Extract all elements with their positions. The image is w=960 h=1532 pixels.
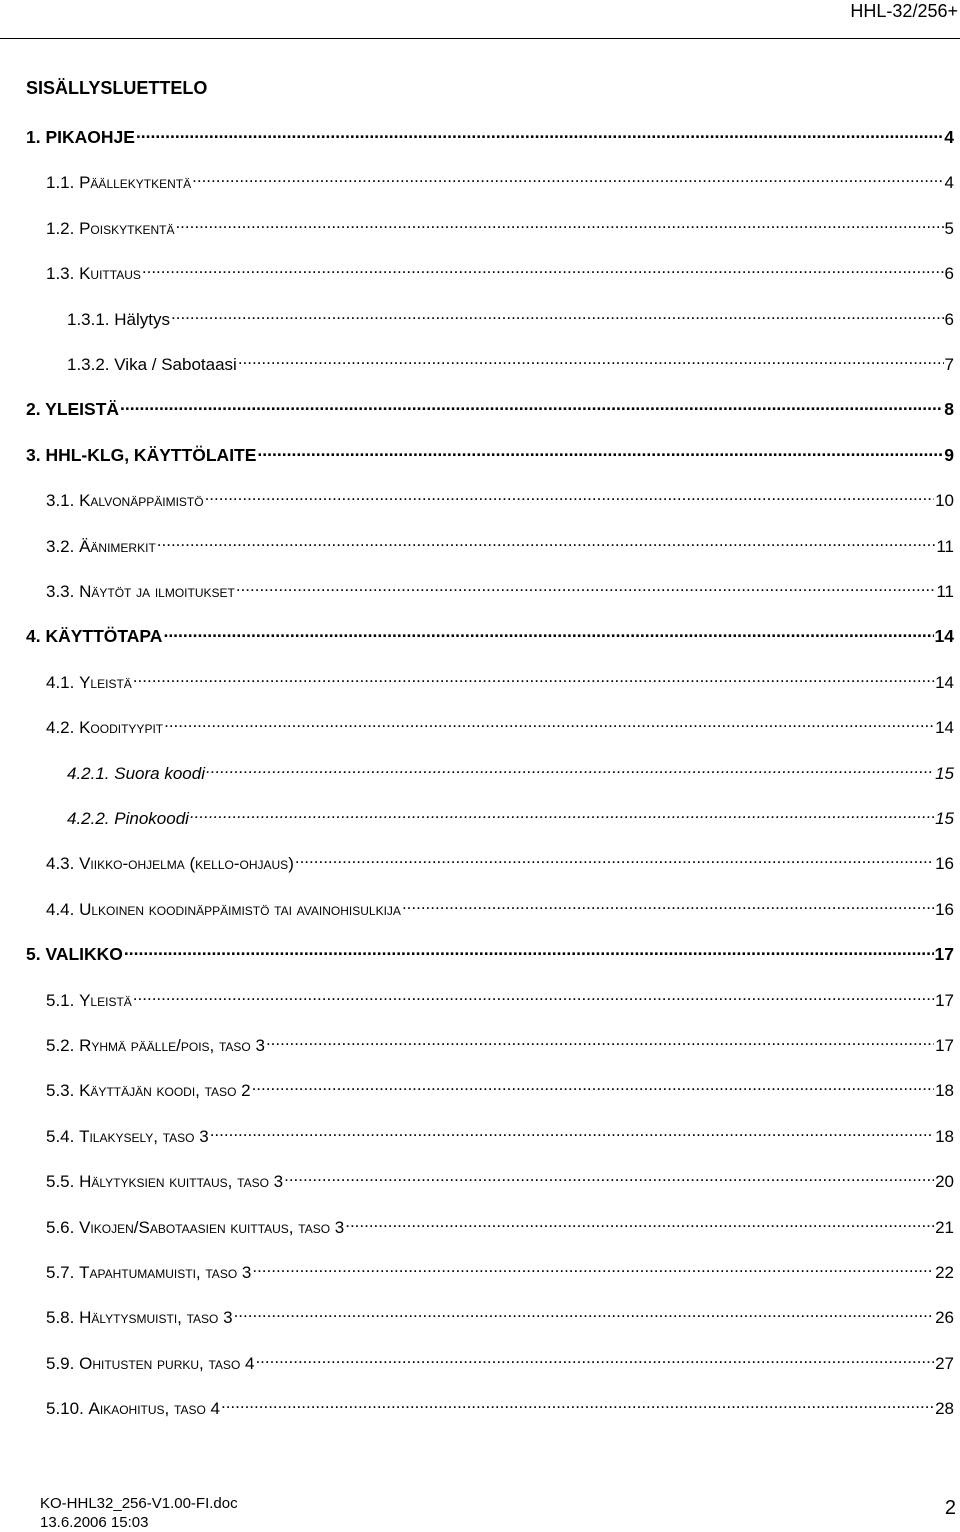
toc-entry-label	[26, 625, 162, 647]
toc-entry-label	[26, 126, 135, 148]
toc-entry-page: 14	[935, 718, 954, 738]
toc-entry-label	[46, 1217, 344, 1239]
toc-dot-leader	[266, 1029, 934, 1051]
toc-entry-label	[46, 990, 132, 1012]
toc-entry[interactable]	[46, 1029, 954, 1055]
toc-entry[interactable]	[46, 1074, 954, 1101]
toc-entry-text: Ohitusten purku, taso 4	[79, 1353, 255, 1373]
toc-entry-text: Aikaohitus, taso 4	[88, 1399, 220, 1419]
toc-entry-text: Kuittaus	[79, 264, 141, 284]
toc-entry-label	[46, 672, 132, 694]
toc-entry[interactable]	[46, 847, 954, 874]
toc-entry-text: HHL-KLG, KÄYTTÖLAITE	[45, 444, 257, 465]
toc-entry-page: 10	[935, 491, 954, 511]
toc-entry-number: 1.3.2.	[67, 355, 115, 374]
toc-dot-leader	[142, 257, 944, 279]
toc-dot-leader	[206, 757, 934, 779]
toc-entry-text: Kalvonäppäimistö	[79, 491, 204, 511]
toc-entry-number: 5.6.	[46, 1217, 80, 1237]
toc-entry-number: 4.2.	[46, 718, 80, 738]
toc-entry-page: 18	[935, 1126, 954, 1146]
toc-entry-label	[46, 1035, 265, 1057]
footer-page-number: 2	[944, 1497, 956, 1519]
toc-dot-leader	[120, 393, 943, 415]
toc-entry[interactable]	[46, 893, 954, 919]
toc-entry-page: 11	[936, 536, 954, 556]
toc-dot-leader	[252, 1074, 935, 1096]
toc-entry[interactable]	[67, 802, 954, 828]
toc-entry-label	[46, 1080, 251, 1102]
toc-dot-leader	[210, 1120, 934, 1142]
toc-entry-page: 14	[935, 672, 954, 692]
toc-entry-label	[26, 943, 123, 965]
toc-entry-label	[46, 1398, 220, 1420]
toc-entry-label	[46, 1307, 233, 1329]
toc-entry[interactable]	[67, 757, 954, 783]
toc-entry[interactable]	[46, 484, 954, 511]
toc-entry-page: 17	[934, 944, 954, 965]
toc-entry-label	[46, 581, 235, 603]
toc-entry-page: 6	[944, 264, 954, 284]
toc-entry-text: Vikojen/Sabotaasien kuittaus, taso 3	[79, 1217, 345, 1237]
toc-entry-text: Päällekytkentä	[79, 173, 192, 193]
toc-dot-leader	[402, 893, 934, 915]
toc-entry-number: 3.3.	[46, 582, 80, 601]
toc-entry-page: 6	[944, 309, 954, 329]
toc-entry-number: 1.3.1.	[67, 309, 115, 329]
toc-entry-page: 22	[935, 1263, 954, 1282]
toc-dot-leader	[234, 1301, 935, 1323]
toc-entry-text: Hälytys	[114, 309, 170, 329]
toc-entry-text: Yleistä	[79, 672, 132, 692]
toc-entry-text: Suora koodi	[114, 763, 205, 783]
toc-entry-text: KÄYTTÖTAPA	[45, 626, 163, 647]
toc-entry-number: 5.1.	[46, 990, 80, 1010]
toc-entry[interactable]	[46, 166, 954, 193]
toc-entry-text: Viikko-ohjelma (kello-ohjaus)	[79, 854, 294, 874]
toc-dot-leader	[190, 802, 934, 824]
toc-entry-label	[46, 899, 401, 921]
toc-entry-text: Äänimerkit	[79, 536, 156, 556]
toc-entry[interactable]	[46, 1347, 954, 1373]
toc-dot-leader	[124, 938, 934, 960]
toc-entry[interactable]	[46, 575, 954, 601]
toc-dot-leader	[205, 484, 935, 506]
toc-entry-label	[46, 1262, 251, 1284]
toc-dot-leader	[236, 575, 936, 597]
toc-dot-leader	[255, 1347, 934, 1369]
toc-dot-leader	[252, 1256, 934, 1278]
toc-entry-number: 1.3.	[46, 264, 80, 284]
toc-entry-text: PIKAOHJE	[45, 127, 135, 147]
toc-entry[interactable]	[46, 1301, 954, 1328]
toc-entry[interactable]	[67, 348, 954, 374]
toc-entry-page: 16	[935, 899, 954, 919]
toc-entry-page: 26	[935, 1308, 954, 1328]
toc-dot-leader	[164, 711, 934, 733]
toc-entry[interactable]	[46, 212, 954, 238]
toc-dot-leader	[238, 348, 944, 370]
toc-entry-text: Koodityypit	[79, 718, 164, 738]
toc-entry-label	[67, 808, 189, 830]
toc-entry-page: 15	[935, 763, 954, 783]
toc-entry-number: 4.1.	[46, 672, 80, 692]
toc-entry-text: Yleistä	[79, 990, 132, 1010]
toc-entry-page: 28	[935, 1399, 954, 1419]
toc-entry-page: 14	[934, 626, 954, 647]
toc-entry-label	[46, 172, 191, 194]
toc-entry-label	[46, 1353, 254, 1375]
toc-entry-number: 3.	[26, 444, 46, 465]
toc-entry-label	[46, 853, 294, 875]
toc-dot-leader	[257, 439, 943, 461]
toc-entry-number: 5.7.	[46, 1263, 80, 1282]
toc-entry-page: 4	[944, 173, 954, 193]
toc-entry-page: 9	[944, 444, 954, 465]
toc-entry[interactable]	[46, 666, 954, 692]
toc-entry-number: 1.	[26, 127, 46, 147]
toc-entry[interactable]	[26, 121, 954, 147]
toc-dot-leader	[295, 847, 934, 869]
toc-entry[interactable]	[46, 1392, 954, 1419]
toc-dot-leader	[133, 666, 934, 688]
toc-entry-label	[46, 717, 163, 739]
toc-entry-label	[46, 218, 174, 240]
toc-entry-label	[46, 536, 156, 558]
toc-entry-number: 5.	[26, 944, 46, 965]
toc-entry-text: Käyttäjän koodi, taso 2	[79, 1081, 251, 1101]
toc-entry-number: 4.	[26, 626, 46, 647]
toc-dot-leader	[157, 530, 936, 552]
toc-entry[interactable]	[26, 393, 954, 420]
toc-entry[interactable]	[26, 938, 954, 965]
toc-entry-label	[26, 398, 119, 420]
toc-entry-number: 5.8.	[46, 1308, 80, 1328]
toc-entry-number: 2.	[26, 399, 46, 420]
toc-dot-leader	[284, 1165, 934, 1187]
toc-entry-number: 4.2.2.	[67, 809, 115, 828]
toc-entry-number: 5.4.	[46, 1126, 80, 1146]
toc-entry[interactable]	[46, 1165, 954, 1192]
footer-filename: KO-HHL32_256-V1.00-FI.doc	[40, 1495, 238, 1512]
toc-entry-label	[67, 354, 237, 376]
toc-entry-label	[26, 444, 256, 466]
toc-entry[interactable]	[46, 984, 954, 1010]
toc-entry-page: 21	[935, 1217, 954, 1237]
toc-entry-label	[67, 763, 205, 785]
toc-entry-text: Ulkoinen koodinäppäimistö tai avainohisulkija	[79, 899, 401, 919]
toc-entry[interactable]	[46, 530, 954, 556]
toc-entry-page: 20	[935, 1172, 954, 1192]
toc-entry[interactable]	[26, 439, 954, 465]
toc-entry-number: 4.4.	[46, 899, 80, 919]
toc-entry-text: Ryhmä päälle/pois, taso 3	[79, 1036, 265, 1055]
toc-dot-leader	[133, 984, 934, 1006]
toc-entry-number: 5.10.	[46, 1399, 89, 1419]
toc-entry-number: 3.1.	[46, 491, 80, 511]
toc-entry-text: Hälytysmuisti, taso 3	[79, 1308, 233, 1328]
toc-entry-number: 1.1.	[46, 173, 80, 193]
footer-datetime: 13.6.2006 15:03	[40, 1514, 149, 1531]
toc-entry-text: Pinokoodi	[114, 809, 189, 828]
toc-entry[interactable]	[46, 257, 954, 284]
header-doc-code: HHL-32/256+	[850, 1, 958, 21]
toc-entry-label	[46, 490, 204, 512]
toc-dot-leader	[163, 620, 933, 642]
toc-entry-page: 8	[944, 399, 954, 420]
toc-entry-text: Poiskytkentä	[79, 218, 175, 238]
toc-entry-number: 5.9.	[46, 1353, 80, 1373]
toc-entry-text: Tilakysely, taso 3	[79, 1126, 209, 1146]
toc-entry-page: 15	[935, 809, 954, 828]
toc-entry[interactable]	[46, 711, 954, 738]
toc-entry-text: YLEISTÄ	[45, 399, 120, 420]
toc-entry-page: 5	[944, 218, 954, 238]
toc-dot-leader	[192, 166, 943, 188]
toc-entry[interactable]	[46, 1211, 954, 1237]
toc-dot-leader	[221, 1392, 934, 1414]
toc-title: SISÄLLYSLUETTELO	[26, 78, 208, 98]
toc-entry-text: Hälytyksien kuittaus, taso 3	[79, 1172, 284, 1192]
toc-entry-number: 5.5.	[46, 1172, 80, 1192]
toc-entry-page: 11	[936, 582, 954, 601]
toc-entry[interactable]	[67, 303, 954, 329]
toc-entry-text: Tapahtumamuisti, taso 3	[79, 1263, 252, 1282]
toc-entry-number: 5.2.	[46, 1036, 80, 1055]
toc-entry-label	[46, 1126, 209, 1148]
toc-entry-label	[46, 263, 141, 285]
toc-entry-page: 17	[935, 1036, 954, 1055]
toc-entry-page: 18	[935, 1081, 954, 1101]
toc-entry-page: 16	[935, 854, 954, 874]
toc-entry-number: 4.3.	[46, 854, 80, 874]
toc-dot-leader	[171, 303, 944, 325]
toc-entry-number: 5.3.	[46, 1081, 80, 1101]
toc-entry-number: 1.2.	[46, 218, 80, 238]
toc-entry-page: 17	[935, 990, 954, 1010]
toc-entry-label	[46, 1171, 283, 1193]
toc-entry-number: 3.2.	[46, 536, 80, 556]
toc-entry[interactable]	[26, 620, 954, 647]
toc-entry-text: VALIKKO	[45, 944, 123, 965]
toc-entry-label	[67, 309, 170, 331]
toc-entry-text: Vika / Sabotaasi	[114, 355, 237, 374]
toc-entry[interactable]	[46, 1256, 954, 1282]
toc-entry-page: 7	[944, 355, 954, 374]
toc-dot-leader	[175, 212, 943, 234]
toc-entry-page: 4	[944, 127, 954, 147]
toc-entry-text: Näytöt ja ilmoitukset	[79, 582, 235, 601]
toc-entry-page: 27	[935, 1353, 954, 1373]
toc-entry-number: 4.2.1.	[67, 763, 115, 783]
toc-dot-leader	[345, 1211, 934, 1233]
toc-entry[interactable]	[46, 1120, 954, 1146]
toc-dot-leader	[136, 121, 943, 143]
